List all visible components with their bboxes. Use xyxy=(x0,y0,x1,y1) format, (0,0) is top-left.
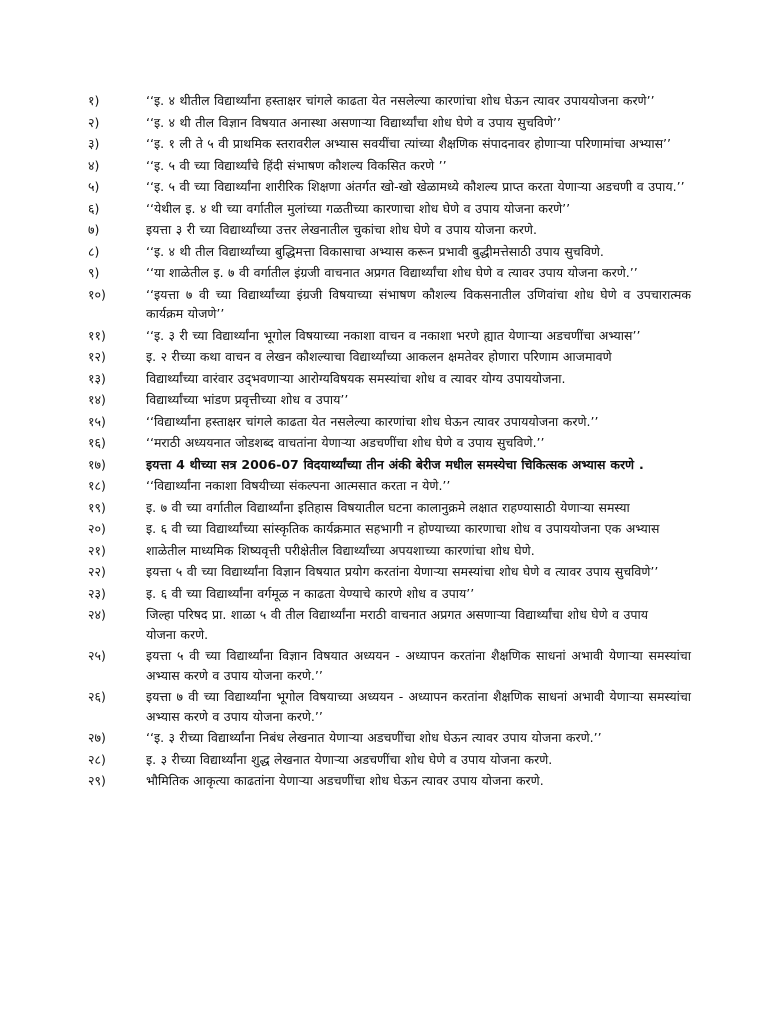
list-item xyxy=(0,562,768,582)
item-text-line: ‘‘येथील इ. ४ थी च्या वर्गातील मुलांच्या गळतीच्या कारणाचा शोध घेणे व उपाय योजना करणे’’ xyxy=(146,200,571,216)
list-item xyxy=(0,498,768,518)
item-number: २९) xyxy=(88,773,106,788)
item-text-line: ‘‘या शाळेतील इ. ७ वी वर्गातील इंग्रजी वाचनात अप्रगत विद्यार्थ्यांचा शोध घेणे व त्यावर उपाय योजना करणे.’’ xyxy=(146,265,638,280)
list-item xyxy=(0,390,768,410)
list-item xyxy=(0,347,768,367)
list-item xyxy=(0,476,768,496)
item-number: २२) xyxy=(88,564,106,579)
item-text-line: ‘‘इ. ५ वी च्या विद्यार्थ्यांचे हिंदी संभाषण कौशल्य विकसित करणे ’’ xyxy=(146,157,447,173)
list-item xyxy=(0,199,768,219)
list-item xyxy=(0,750,768,770)
item-text-line: विद्यार्थ्यांच्या वारंवार उद्‌भवणाऱ्या आरोग्यविषयक समस्यांचा शोध व त्यावर योग्य उपाययोजना. xyxy=(146,370,566,386)
item-number: ९) xyxy=(88,265,100,280)
item-number: २७) xyxy=(88,730,106,745)
list-item xyxy=(0,369,768,389)
item-text xyxy=(146,562,691,582)
list-item xyxy=(0,113,768,133)
item-text-line: ‘‘इयत्ता ७ वी च्या विद्यार्थ्यांच्या इंग्रजी विषयाच्या संभाषण कौशल्य विकसनातील उणिवांचा शोध घेणे व उपचारात्मक कार्यक्रम योजणे’’ xyxy=(146,286,691,321)
item-text-line: ‘‘मराठी अध्ययनात जोडशब्द वाचतांना येणाऱ्या अडचणींचा शोध घेणे व उपाय सुचविणे.’’ xyxy=(146,435,545,450)
list-item xyxy=(0,455,768,475)
item-text-line: इ. २ रीच्या कथा वाचन व लेखन कौशल्याचा विद्यार्थ्यांच्या आकलन क्षमतेवर होणारा परिणाम आजमावणे xyxy=(146,349,612,364)
item-number: २४) xyxy=(88,607,106,622)
item-text xyxy=(146,177,691,197)
item-text-line: जिल्हा परिषद प्रा. शाळा ५ वी तील विद्यार्थ्यांना मराठी वाचनात अप्रगत असणाऱ्या विद्यार्थ्यांचा शोध घेणे व उपाय xyxy=(146,607,648,622)
item-number: २०) xyxy=(88,521,106,536)
item-number: २८) xyxy=(88,751,106,767)
list-item xyxy=(0,412,768,432)
item-number: २१) xyxy=(88,542,106,558)
list-item xyxy=(0,433,768,453)
item-text-line: इ. ७ वी च्या वर्गातील विद्यार्थ्यांना इतिहास विषयातील घटना कालानुक्रमे लक्षात राहण्यासाठी येणाऱ्या समस्या xyxy=(146,499,630,515)
item-text-line: इयत्ता ३ री च्या विद्यार्थ्यांच्या उत्तर लेखनातील चुकांचा शोध घेणे व उपाय योजना करणे. xyxy=(146,222,537,237)
item-text xyxy=(146,347,691,367)
list-item xyxy=(0,285,768,324)
item-text xyxy=(146,771,691,791)
item-number: २३) xyxy=(88,585,106,601)
item-text-line: ‘‘इ. ४ थी तील विद्यार्थ्यांच्या बुद्धिमत्ता विकासाचा अभ्यास करून प्रभावी बुद्धीमत्तेसाठी उपाय सुचविणे. xyxy=(146,243,604,259)
item-text-line: ‘‘इ. ३ रीच्या विद्यार्थ्यांना निबंध लेखनात येणाऱ्या अडचणींचा शोध घेऊन त्यावर उपाय योजना करणे.’’ xyxy=(146,730,602,745)
item-text-line: इयत्ता ५ वी च्या विद्यार्थ्यांना विज्ञान विषयात अध्ययन - अध्यापन करतांना शैक्षणिक साधनां अभावी येणाऱ्या समस्यांचा अभ्यास करणे व उपाय योजना करणे.’’ xyxy=(146,648,691,683)
list-item xyxy=(0,220,768,240)
list-item xyxy=(0,156,768,176)
item-text-line: इ. ३ रीच्या विद्यार्थ्यांना शुद्ध लेखनात येणाऱ्या अडचणींचा शोध घेणे व उपाय योजना करणे. xyxy=(146,751,553,767)
item-number: १९) xyxy=(88,499,106,515)
item-text xyxy=(146,519,691,539)
item-number: २६) xyxy=(88,689,106,704)
item-number: १४) xyxy=(88,392,106,407)
research-topic-list xyxy=(0,91,768,791)
item-number: २५) xyxy=(88,648,106,663)
list-item xyxy=(0,605,768,644)
item-text-line: ‘‘इ. १ ली ते ५ वी प्राथमिक स्तरावरील अभ्यास सवयींचा त्यांच्या शैक्षणिक संपादनावर होणाऱ्या परिणामांचा अभ्यास’’ xyxy=(146,136,671,151)
item-number: ४) xyxy=(88,157,100,173)
item-text-line: विद्यार्थ्यांच्या भांडण प्रवृत्तीच्या शोध व उपाय’’ xyxy=(146,392,349,407)
item-text-line: इ. ६ वी च्या विद्यार्थ्यांच्या सांस्कृतिक कार्यक्रमात सहभागी न होण्याच्या कारणाचा शोध व उपाययोजना एक अभ्यास xyxy=(146,521,660,536)
item-text-line: भौमितिक आकृत्या काढतांना येणाऱ्या अडचणींचा शोध घेऊन त्यावर उपाय योजना करणे. xyxy=(146,773,544,788)
item-number: १३) xyxy=(88,370,106,386)
item-number: १८) xyxy=(88,478,106,493)
item-text xyxy=(146,369,691,389)
list-item xyxy=(0,326,768,346)
item-text xyxy=(146,285,691,324)
item-text xyxy=(146,390,691,410)
item-text xyxy=(146,728,691,748)
item-text xyxy=(146,433,691,453)
item-number: ५) xyxy=(88,179,100,194)
item-text xyxy=(146,750,691,770)
item-text-line: इ. ६ वी च्या विद्यार्थ्यांना वर्गमूळ न काढता येण्याचे कारणे शोध व उपाय’’ xyxy=(146,585,475,601)
list-item xyxy=(0,646,768,685)
item-text xyxy=(146,412,691,432)
item-text-line: ‘‘इ. ५ वी च्या विद्यार्थ्यांना शारीरिक शिक्षणा अंतर्गत खो-खो खेळामध्ये कौशल्य प्राप्त करता येणाऱ्या अडचणी व उपाय.’’ xyxy=(146,179,685,194)
item-text-line: ‘‘इ. ३ री च्या विद्यार्थ्यांना भूगोल विषयाच्या नकाशा वाचन व नकाशा भरणे ह्यात येणाऱ्या अडचणींचा अभ्यास’’ xyxy=(146,327,641,343)
item-number: १) xyxy=(88,93,100,108)
item-number: १५) xyxy=(88,413,106,429)
list-item xyxy=(0,541,768,561)
item-text xyxy=(146,91,691,111)
list-item xyxy=(0,134,768,154)
item-text-line: ‘‘विद्यार्थ्यांना हस्ताक्षर चांगले काढता येत नसलेल्या कारणांचा शोध घेऊन त्यावर उपाययोजना करणे.’’ xyxy=(146,413,599,429)
item-text xyxy=(146,687,691,726)
item-number: ३) xyxy=(88,136,100,151)
list-item xyxy=(0,91,768,111)
item-text xyxy=(146,476,691,496)
item-number: १६) xyxy=(88,435,106,450)
item-text xyxy=(146,220,691,240)
item-text-line: इयत्ता ७ वी च्या विद्यार्थ्यांना भूगोल विषयाच्या अध्ययन - अध्यापन करतांना शैक्षणिक साधनां अभावी येणाऱ्या समस्यांचा अभ्यास करणे व उपाय योजना करणे.’’ xyxy=(146,689,691,724)
item-text xyxy=(146,242,691,262)
item-text xyxy=(146,263,691,283)
item-number: ६) xyxy=(88,200,100,216)
item-text xyxy=(146,455,691,475)
item-text-line: इयत्ता 4 थीच्या सत्र 2006-07 विदयार्थ्यांच्या तीन अंकी बेरीज मधील समस्येचा चिकित्सक अभ्यास करणे . xyxy=(146,456,644,472)
list-item xyxy=(0,728,768,748)
item-text xyxy=(146,156,691,176)
item-number: ११) xyxy=(88,327,106,343)
item-text xyxy=(146,113,691,133)
item-number: २) xyxy=(88,114,100,130)
list-item xyxy=(0,771,768,791)
list-item xyxy=(0,263,768,283)
item-text xyxy=(146,498,691,518)
item-number: ७) xyxy=(88,222,100,237)
list-item xyxy=(0,519,768,539)
item-text xyxy=(146,605,691,644)
item-text xyxy=(146,541,691,561)
item-text xyxy=(146,584,691,604)
item-text xyxy=(146,134,691,154)
item-text-continuation: योजना करणे. xyxy=(146,626,209,642)
list-item xyxy=(0,242,768,262)
item-text-line: ‘‘इ. ४ थी तील विज्ञान विषयात अनास्था असणाऱ्या विद्यार्थ्यांचा शोध घेणे व उपाय सुचविणे’’ xyxy=(146,114,561,130)
list-item xyxy=(0,177,768,197)
item-text xyxy=(146,326,691,346)
item-number: १७) xyxy=(88,456,106,472)
item-number: १०) xyxy=(88,286,106,302)
item-text-line: ‘‘विद्यार्थ्यांना नकाशा विषयीच्या संकल्पना आत्मसात करता न येणे.’’ xyxy=(146,478,451,493)
item-text xyxy=(146,199,691,219)
item-number: ८) xyxy=(88,243,100,259)
list-item xyxy=(0,687,768,726)
item-text xyxy=(146,646,691,685)
item-number: १२) xyxy=(88,349,106,364)
item-text-line: इयत्ता ५ वी च्या विद्यार्थ्यांना विज्ञान विषयात प्रयोग करतांना येणाऱ्या समस्यांचा शोध घेणे व त्यावर उपाय सुचविणे’’ xyxy=(146,564,659,579)
list-item xyxy=(0,584,768,604)
item-text-line: ‘‘इ. ४ थीतील विद्यार्थ्यांना हस्ताक्षर चांगले काढता येत नसलेल्या कारणांचा शोध घेऊन त्यावर उपाययोजना करणे’’ xyxy=(146,93,655,108)
item-text-line: शाळेतील माध्यमिक शिष्यवृत्ती परीक्षेतील विद्यार्थ्यांच्या अपयशाच्या कारणांचा शोध घेणे. xyxy=(146,542,535,558)
